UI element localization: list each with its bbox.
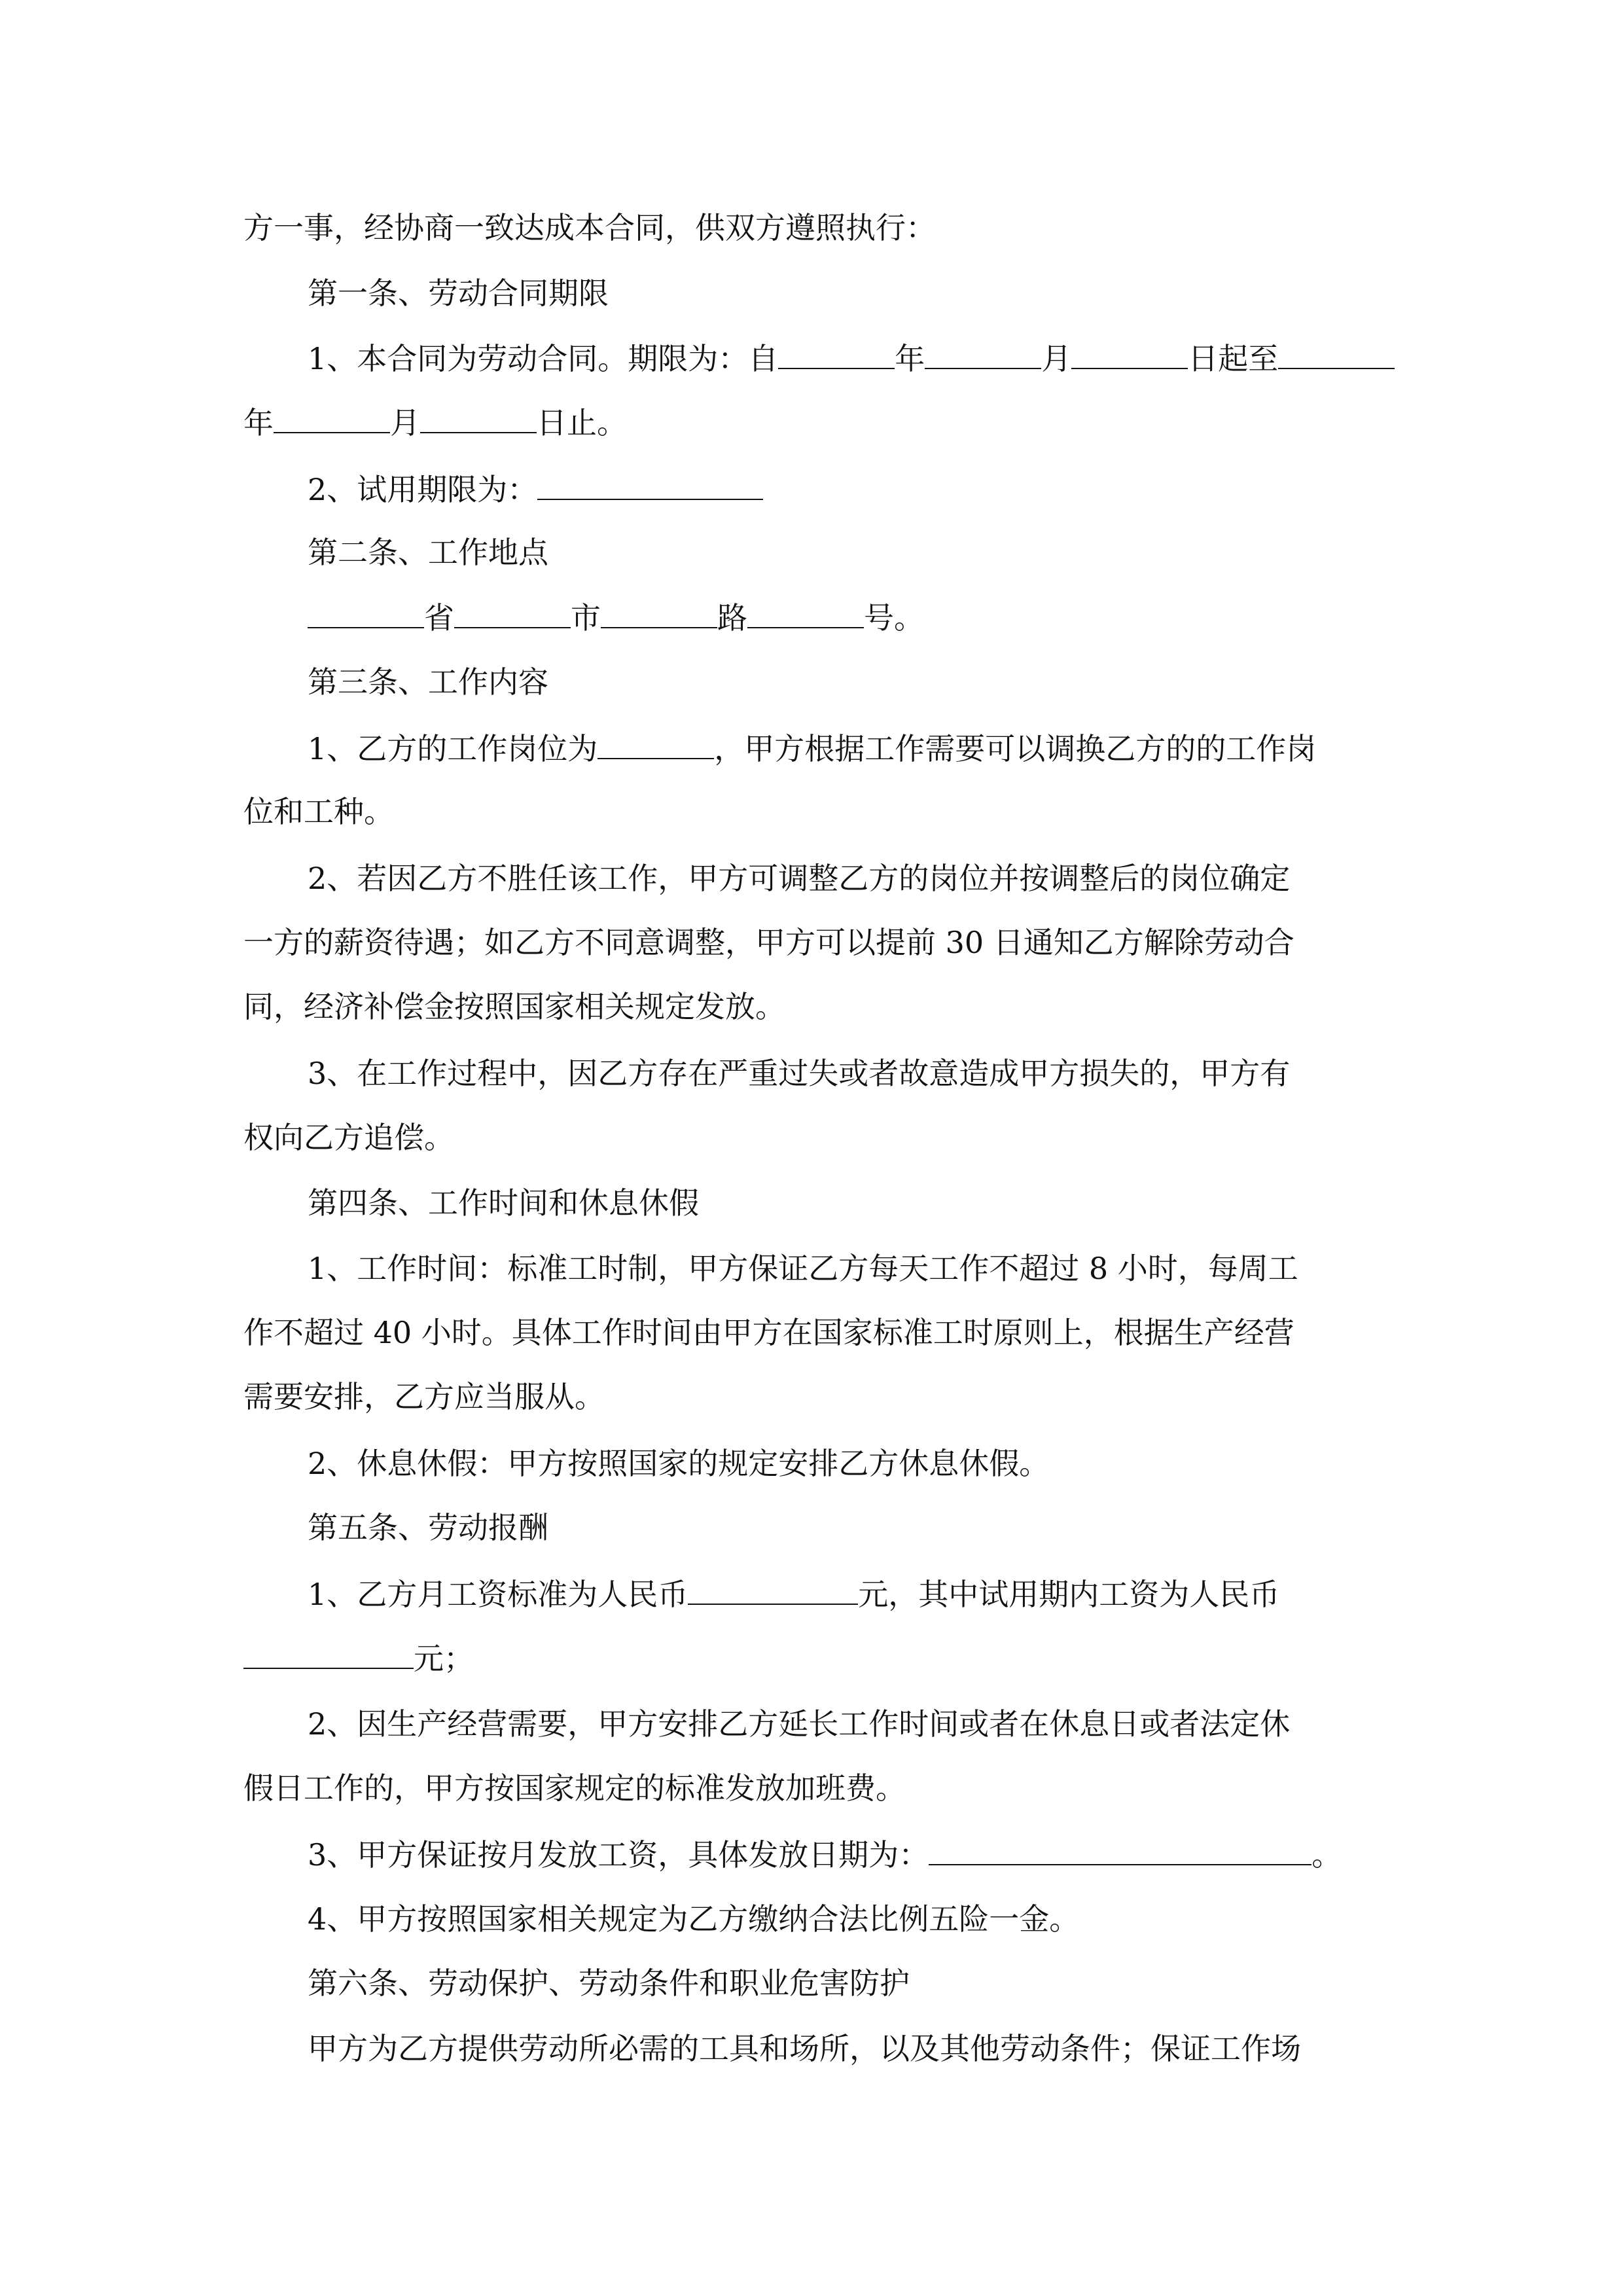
article-3-clause-3 bbox=[308, 1054, 1290, 1093]
text-run: 2、因生产经营需要，甲方安排乙方延长工作时间或者在休息日或者法定休 bbox=[308, 1706, 1291, 1742]
text-run: 年 bbox=[895, 341, 925, 376]
article-1-clause-2 bbox=[308, 469, 763, 508]
text-run: 方一事，经协商一致达成本合同，供双方遵照执行： bbox=[243, 210, 936, 245]
article-4-heading bbox=[308, 1183, 699, 1223]
article-4-clause-1-cont-2 bbox=[243, 1377, 605, 1416]
text-run: 。 bbox=[1311, 1837, 1342, 1873]
blank-monthly-salary[interactable] bbox=[688, 1573, 858, 1605]
article-5-heading bbox=[308, 1508, 548, 1547]
article-4-clause-1 bbox=[308, 1249, 1298, 1288]
blank-job-position[interactable] bbox=[597, 728, 714, 759]
text-run: 1、乙方的工作岗位为 bbox=[308, 731, 598, 766]
blank-start-year[interactable] bbox=[778, 338, 895, 369]
text-run: 需要安排，乙方应当服从。 bbox=[243, 1379, 605, 1414]
text-run: 2、休息休假：甲方按照国家的规定安排乙方休息休假。 bbox=[308, 1446, 1050, 1481]
text-run: 假日工作的，甲方按国家规定的标准发放加班费。 bbox=[243, 1770, 906, 1806]
article-4-clause-2 bbox=[308, 1444, 1049, 1483]
article-5-clause-3 bbox=[308, 1834, 1342, 1873]
blank-start-month[interactable] bbox=[925, 338, 1041, 369]
text-run: 第三条、工作内容 bbox=[308, 664, 548, 700]
article-5-clause-1 bbox=[308, 1573, 1279, 1613]
blank-city[interactable] bbox=[454, 597, 571, 628]
text-run: 元； bbox=[414, 1641, 474, 1676]
blank-road[interactable] bbox=[601, 597, 717, 628]
article-1-clause-1 bbox=[308, 338, 1395, 377]
article-2-address bbox=[308, 597, 924, 636]
text-run: 甲方为乙方提供劳动所必需的工具和场所，以及其他劳动条件；保证工作场 bbox=[308, 2031, 1301, 2066]
article-4-clause-1-cont-1 bbox=[243, 1313, 1294, 1352]
blank-probation-salary[interactable] bbox=[243, 1638, 414, 1669]
text-run: 3、在工作过程中，因乙方存在严重过失或者故意造成甲方损失的，甲方有 bbox=[308, 1056, 1291, 1091]
article-6-heading bbox=[308, 1964, 910, 2003]
text-run: 权向乙方追偿。 bbox=[243, 1120, 454, 1155]
article-3-clause-2 bbox=[308, 859, 1290, 898]
text-run: 4、甲方按照国家相关规定为乙方缴纳合法比例五险一金。 bbox=[308, 1901, 1080, 1937]
text-run: 2、试用期限为： bbox=[308, 472, 538, 507]
article-5-clause-1-cont bbox=[243, 1638, 474, 1677]
text-run: 作不超过 40 小时。具体工作时间由甲方在国家标准工时原则上，根据生产经营 bbox=[243, 1315, 1294, 1350]
article-5-clause-2-cont bbox=[243, 1768, 906, 1808]
article-3-clause-1 bbox=[308, 728, 1316, 767]
article-3-clause-3-cont bbox=[243, 1118, 454, 1157]
text-run: 位和工种。 bbox=[243, 794, 394, 829]
article-5-clause-4 bbox=[308, 1899, 1079, 1939]
text-run: 同，经济补偿金按照国家相关规定发放。 bbox=[243, 989, 785, 1024]
paragraph-intro-end bbox=[243, 208, 936, 247]
blank-start-day[interactable] bbox=[1071, 338, 1188, 369]
blank-probation-period[interactable] bbox=[537, 469, 763, 500]
article-1-clause-1-cont bbox=[243, 402, 627, 441]
text-run: 省 bbox=[424, 600, 454, 636]
text-run: 第一条、劳动合同期限 bbox=[308, 276, 609, 311]
text-run: 1、乙方月工资标准为人民币 bbox=[308, 1577, 688, 1612]
article-3-clause-1-cont bbox=[243, 792, 394, 831]
text-run: 市 bbox=[571, 600, 601, 636]
text-run: 第六条、劳动保护、劳动条件和职业危害防护 bbox=[308, 1965, 910, 2001]
text-run: 号。 bbox=[864, 600, 924, 636]
text-run: 3、甲方保证按月发放工资，具体发放日期为： bbox=[308, 1837, 929, 1873]
text-run: 日起至 bbox=[1188, 341, 1279, 376]
article-3-heading bbox=[308, 662, 548, 702]
blank-pay-date[interactable] bbox=[929, 1834, 1311, 1865]
text-run: 日止。 bbox=[537, 405, 627, 440]
text-run: 2、若因乙方不胜任该工作，甲方可调整乙方的岗位并按调整后的岗位确定 bbox=[308, 861, 1291, 896]
text-run: 第四条、工作时间和休息休假 bbox=[308, 1185, 699, 1221]
article-5-clause-2 bbox=[308, 1704, 1290, 1744]
text-run: 月 bbox=[1041, 341, 1072, 376]
text-run: 元，其中试用期内工资为人民币 bbox=[858, 1577, 1280, 1612]
text-run: 1、工作时间：标准工时制，甲方保证乙方每天工作不超过 8 小时，每周工 bbox=[308, 1251, 1298, 1286]
blank-number[interactable] bbox=[747, 597, 864, 628]
text-run: 1、本合同为劳动合同。期限为：自 bbox=[308, 341, 779, 376]
blank-end-day[interactable] bbox=[420, 402, 537, 433]
article-6-body bbox=[308, 2029, 1301, 2068]
text-run: 一方的薪资待遇；如乙方不同意调整，甲方可以提前 30 日通知乙方解除劳动合 bbox=[243, 925, 1294, 960]
article-3-clause-2-cont-2 bbox=[243, 987, 785, 1026]
article-3-clause-2-cont-1 bbox=[243, 923, 1294, 962]
text-run: 月 bbox=[390, 405, 420, 440]
text-run: 第二条、工作地点 bbox=[308, 535, 548, 570]
text-run: 路 bbox=[717, 600, 747, 636]
article-2-heading bbox=[308, 533, 548, 572]
text-run: 第五条、劳动报酬 bbox=[308, 1510, 548, 1545]
text-run: ，甲方根据工作需要可以调换乙方的的工作岗 bbox=[714, 731, 1317, 766]
article-1-heading bbox=[308, 274, 609, 313]
blank-province[interactable] bbox=[308, 597, 424, 628]
text-run: 年 bbox=[243, 405, 274, 440]
blank-end-year-part[interactable] bbox=[1278, 338, 1395, 369]
blank-end-month[interactable] bbox=[274, 402, 390, 433]
